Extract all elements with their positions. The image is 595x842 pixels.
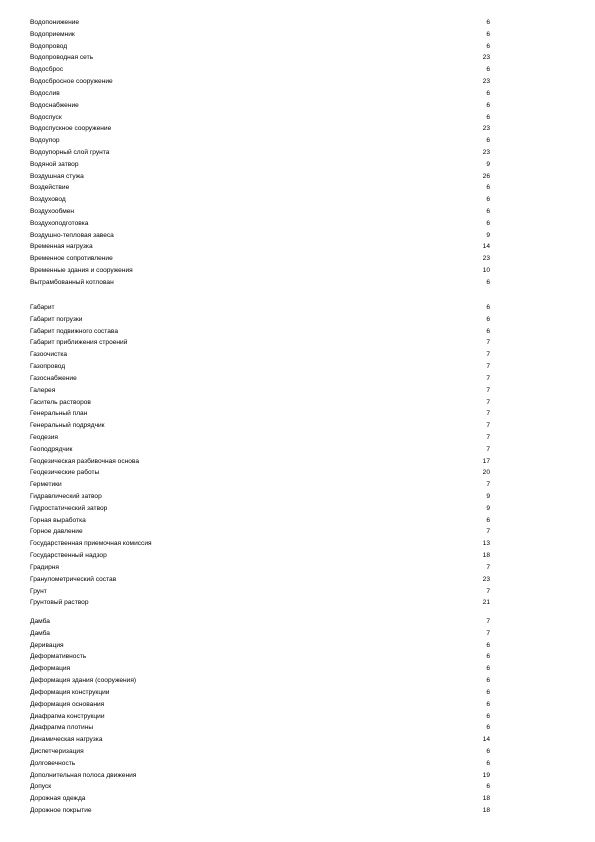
- index-term: Газоочистка: [30, 351, 68, 359]
- index-group-d: [30, 616, 490, 817]
- index-term: Деформация: [30, 665, 71, 673]
- index-term: Габарит погрузки: [30, 315, 83, 323]
- index-page-number: 23: [482, 125, 490, 133]
- index-term: Допуск: [30, 783, 52, 791]
- index-term: Временные здания и сооружения: [30, 267, 133, 275]
- index-entry: [30, 420, 490, 432]
- index-entry: [30, 699, 490, 711]
- index-term: Гидростатический затвор: [30, 504, 108, 512]
- index-entry: [30, 805, 490, 817]
- index-page-number: 7: [486, 618, 490, 625]
- index-term: Вытрамбованный котлован: [30, 278, 114, 286]
- index-page-number: 9: [486, 231, 490, 239]
- index-term: Газопровод: [30, 363, 66, 371]
- index-entry: [30, 230, 490, 242]
- index-term: Грунт: [30, 587, 47, 595]
- index-page-number: 6: [486, 196, 490, 204]
- index-page-number: 6: [486, 19, 490, 26]
- index-entry: [30, 265, 490, 277]
- index-page-number: 6: [486, 700, 490, 708]
- index-term: Гидравлический затвор: [30, 493, 102, 500]
- index-term: Габарит: [30, 304, 55, 311]
- index-term: Воздухообмен: [30, 208, 75, 215]
- index-page-number: 6: [486, 688, 490, 696]
- index-page-number: 14: [482, 243, 490, 251]
- index-term: Гранулометрический состав: [30, 575, 117, 583]
- index-term: Генеральный план: [30, 410, 88, 418]
- index-term: Горное давление: [30, 528, 83, 536]
- index-page-number: 13: [482, 540, 490, 548]
- index-entry: [30, 770, 490, 782]
- index-entry: [30, 640, 490, 652]
- index-page-number: 7: [486, 481, 490, 489]
- index-entry: [30, 52, 490, 64]
- index-entry: [30, 302, 490, 314]
- index-entry: [30, 793, 490, 805]
- index-page-number: 6: [486, 641, 490, 649]
- index-term: Водосбросное сооружение: [30, 78, 113, 86]
- index-page-number: 6: [486, 89, 490, 97]
- index-page-number: 23: [482, 54, 490, 62]
- index-entry: [30, 432, 490, 444]
- index-term: Водосброс: [30, 66, 64, 74]
- index-term: Дополнительная полоса движения: [30, 771, 137, 779]
- index-page-number: 18: [482, 552, 490, 560]
- index-entry: [30, 746, 490, 758]
- index-page-number: 6: [486, 759, 490, 767]
- index-entry: [30, 41, 490, 53]
- index-entry: [30, 361, 490, 373]
- index-group-v: [30, 17, 490, 289]
- index-page-number: 6: [486, 101, 490, 109]
- index-term: Галерея: [30, 386, 56, 394]
- index-term: Водопровод: [30, 42, 68, 50]
- index-entry: [30, 123, 490, 135]
- index-entry: [30, 687, 490, 699]
- index-term: Государственная приемочная комиссия: [30, 540, 152, 548]
- index-term: Временное сопротивление: [30, 255, 113, 263]
- index-term: Градирня: [30, 563, 59, 571]
- index-entry: [30, 491, 490, 503]
- index-term: Горная выработка: [30, 516, 86, 524]
- index-entry: [30, 182, 490, 194]
- index-page-number: 7: [486, 351, 490, 359]
- index-term: Диспетчеризация: [30, 747, 84, 755]
- index-entry: [30, 159, 490, 171]
- index-page-number: 7: [486, 339, 490, 347]
- index-entry: [30, 76, 490, 88]
- index-entry: [30, 64, 490, 76]
- index-term: Водоупор: [30, 137, 60, 145]
- index-entry: [30, 526, 490, 538]
- index-term: Водоприемник: [30, 30, 75, 38]
- index-term: Воздуховод: [30, 196, 66, 204]
- index-term: Генеральный подрядчик: [30, 422, 105, 430]
- index-entry: [30, 503, 490, 515]
- index-entry: [30, 385, 490, 397]
- index-entry: [30, 253, 490, 265]
- index-term: Водопонижение: [30, 19, 80, 26]
- index-entry: [30, 337, 490, 349]
- index-entry: [30, 147, 490, 159]
- index-entry: [30, 675, 490, 687]
- index-entry: [30, 467, 490, 479]
- index-page-number: 6: [486, 653, 490, 661]
- index-term: Водяной затвор: [30, 160, 79, 168]
- index-page-number: 7: [486, 422, 490, 430]
- index-page-number: 9: [486, 504, 490, 512]
- index-entry: [30, 479, 490, 491]
- index-entry: [30, 112, 490, 124]
- index-entry: [30, 574, 490, 586]
- index-entry: [30, 100, 490, 112]
- index-page-number: 7: [486, 433, 490, 441]
- index-term: Дамба: [30, 618, 50, 625]
- index-term: Воздушная стужа: [30, 172, 84, 180]
- index-page-number: 19: [482, 771, 490, 779]
- index-term: Деформация здания (сооружения): [30, 677, 137, 685]
- index-term: Газоснабжение: [30, 374, 77, 382]
- index-page-number: 7: [486, 587, 490, 595]
- index-page-number: 6: [486, 184, 490, 192]
- index-entry: [30, 29, 490, 41]
- index-term: Деформативность: [30, 653, 87, 661]
- index-page-number: 6: [486, 665, 490, 673]
- index-entry: [30, 711, 490, 723]
- index-entry: [30, 241, 490, 253]
- index-term: Диафрагма плотины: [30, 724, 94, 732]
- index-entry: [30, 734, 490, 746]
- index-page-number: 7: [486, 629, 490, 637]
- index-entry: [30, 781, 490, 793]
- index-entry: [30, 444, 490, 456]
- index-entry: [30, 663, 490, 675]
- index-term: Воздухоподготовка: [30, 219, 89, 227]
- index-entry: [30, 758, 490, 770]
- index-term: Геоподрядчик: [30, 445, 73, 453]
- index-page-number: 6: [486, 66, 490, 74]
- index-page-number: 6: [486, 315, 490, 323]
- index-entry: [30, 597, 490, 609]
- index-page-number: 17: [482, 457, 490, 465]
- index-entry: [30, 277, 490, 289]
- index-page-number: 6: [486, 677, 490, 685]
- index-page-number: 6: [486, 30, 490, 38]
- index-term: Водоупорный слой грунта: [30, 148, 110, 156]
- index-term: Деформация основания: [30, 700, 105, 708]
- index-page-number: 23: [482, 575, 490, 583]
- index-term: Деформация конструкции: [30, 688, 110, 696]
- index-term: Водоспускное сооружение: [30, 125, 112, 133]
- index-entry: [30, 397, 490, 409]
- index-entry: [30, 515, 490, 527]
- index-page-number: 10: [482, 267, 490, 275]
- index-entry: [30, 218, 490, 230]
- index-term: Геодезическая разбивочная основа: [30, 457, 140, 465]
- index-page-number: 23: [482, 78, 490, 86]
- index-term: Воздействие: [30, 184, 70, 192]
- index-page-number: 7: [486, 386, 490, 394]
- index-term: Водоспуск: [30, 113, 62, 121]
- index-page-number: 23: [482, 148, 490, 156]
- index-term: Государственный надзор: [30, 552, 107, 560]
- index-term: Дамба: [30, 629, 50, 637]
- index-entry: [30, 408, 490, 420]
- index-page-number: 7: [486, 445, 490, 453]
- index-page-number: 6: [486, 712, 490, 720]
- index-entry: [30, 628, 490, 640]
- index-page-number: 6: [486, 304, 490, 311]
- index-page-number: 6: [486, 42, 490, 50]
- index-term: Геодезия: [30, 433, 58, 441]
- index-term: Габарит подвижного состава: [30, 327, 119, 335]
- index-term: Дорожная одежда: [30, 795, 86, 803]
- index-page-number: 6: [486, 278, 490, 286]
- index-page-number: 21: [482, 599, 490, 607]
- index-entry: [30, 562, 490, 574]
- index-page-number: 14: [482, 736, 490, 744]
- index-term: Водопроводная сеть: [30, 54, 94, 62]
- index-page-number: 7: [486, 363, 490, 371]
- index-entry: [30, 326, 490, 338]
- index-page-number: 6: [486, 208, 490, 215]
- index-term: Временная нагрузка: [30, 243, 93, 251]
- index-page-number: 9: [486, 160, 490, 168]
- index-page-number: 20: [482, 469, 490, 477]
- index-page-number: 6: [486, 113, 490, 121]
- index-entry: [30, 88, 490, 100]
- index-page-number: 6: [486, 783, 490, 791]
- index-page-number: 6: [486, 137, 490, 145]
- index-entry: [30, 349, 490, 361]
- index-page-number: 6: [486, 747, 490, 755]
- index-entry: [30, 373, 490, 385]
- index-page-number: 9: [486, 493, 490, 500]
- index-page-number: 23: [482, 255, 490, 263]
- index-page-number: 7: [486, 563, 490, 571]
- index-entry: [30, 586, 490, 598]
- index-page-number: 6: [486, 516, 490, 524]
- index-page-number: 6: [486, 327, 490, 335]
- index-group-g: [30, 302, 490, 609]
- index-page-number: 26: [482, 172, 490, 180]
- index-term: Воздушно-тепловая завеса: [30, 231, 114, 239]
- index-term: Деривация: [30, 641, 64, 649]
- index-entry: [30, 550, 490, 562]
- index-term: Дорожное покрытие: [30, 807, 92, 814]
- index-page-number: 7: [486, 410, 490, 418]
- index-page-number: 6: [486, 724, 490, 732]
- index-entry: [30, 17, 490, 29]
- index-page-number: 6: [486, 219, 490, 227]
- index-page-number: 18: [482, 795, 490, 803]
- index-term: Водоснабжение: [30, 101, 79, 109]
- index-entry: [30, 171, 490, 183]
- index-entry: [30, 135, 490, 147]
- index-page-number: 7: [486, 528, 490, 536]
- index-page-number: 7: [486, 398, 490, 406]
- index-entry: [30, 616, 490, 628]
- index-term: Диафрагма конструкции: [30, 712, 105, 720]
- index-term: Геодезические работы: [30, 469, 100, 477]
- index-entry: [30, 651, 490, 663]
- index-term: Грунтовый раствор: [30, 599, 89, 607]
- index-entry: [30, 194, 490, 206]
- index-term: Водослив: [30, 89, 60, 97]
- index-entry: [30, 314, 490, 326]
- index-entry: [30, 456, 490, 468]
- index-entry: [30, 206, 490, 218]
- index-entry: [30, 538, 490, 550]
- index-page-number: 18: [482, 807, 490, 814]
- index-term: Динамическая нагрузка: [30, 736, 103, 744]
- index-term: Долговечность: [30, 759, 76, 767]
- index-page-number: 7: [486, 374, 490, 382]
- index-term: Герметики: [30, 481, 62, 489]
- index-entry: [30, 722, 490, 734]
- index-term: Габарит приближения строений: [30, 339, 128, 347]
- index-term: Гаситель растворов: [30, 398, 91, 406]
